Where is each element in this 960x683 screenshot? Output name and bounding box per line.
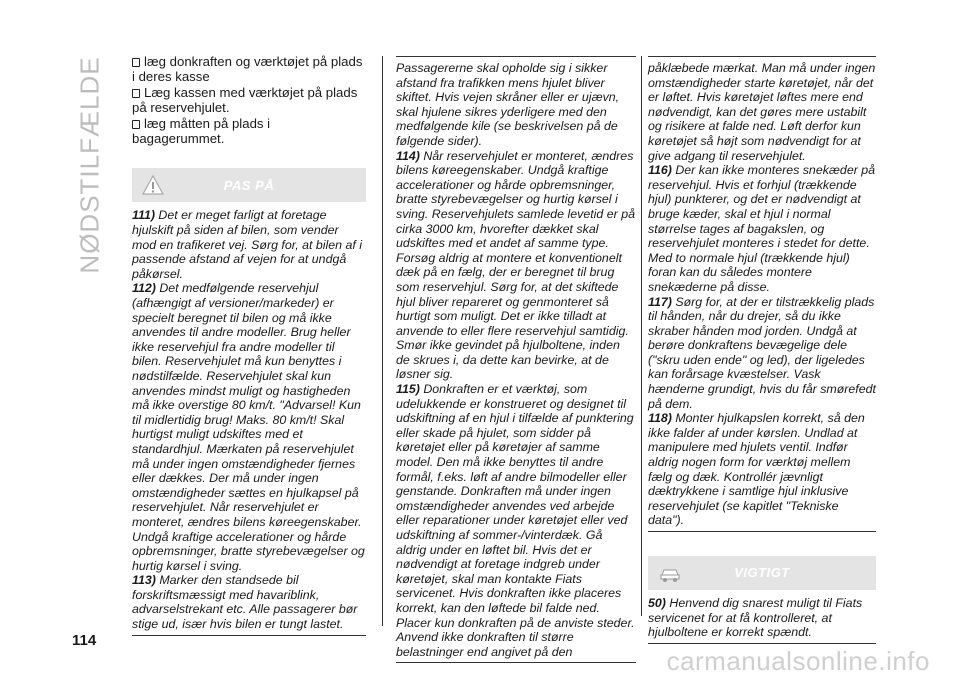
important-item: 50) Henvend dig snarest muligt til Fiats servicenet for at få kontrolleret, at hjulboltene er korrekt spændt. — [648, 596, 863, 640]
list-item: læg donkraften og værktøjet på plads i deres kasse — [132, 54, 363, 85]
watermark-text: carmanualsonline.info — [666, 646, 930, 676]
paragraph: Passagererne skal opholde sig i sikker afstand fra trafikken mens hjulet bliver skiftet. Hvis vejen skråner eller er ujævn, skal hjulene sikres yderligere med den medfølgende kile (se beskrivelsen på de følgende sider). — [396, 61, 620, 148]
important-body — [648, 590, 876, 644]
warning-item: 116) Der kan ikke monteres snekæder på reservehjul. Hvis et forhjul (trækkende hjul) punkterer, og det er nødvendigt at bruge kæder, skal et hjul i normal størrelse tages af bagakslen, og reservehjulet monteres i stedet for dette. Med to normale hjul (trækkende hjul) foran kan du således montere snekæderne på disse. — [648, 163, 876, 294]
important-title: VIGTIGT — [734, 565, 790, 580]
list-item: Læg kassen med værktøjet på plads på reservehjulet. — [132, 84, 358, 116]
warning-item: 111) Det er meget farligt at foretage hjulskift på siden af bilen, som vender mod en trafikeret vej. Sørg for, at bilen af i passende afstand af vejen for at undgå påkørsel. — [132, 208, 363, 281]
column-3 — [648, 56, 876, 644]
warning-item: 114) Når reservehjulet er monteret, ændres bilens køreegenskaber. Undgå kraftige accelerationer og hårde opbremsninger, bratte styrebevægelser og hurtig kørsel i sving. Reservehjulets samlede levetid er på cirka 3000 km, hvorefter dækket skal udskiftes med et andet af samme type. Forsøg aldrig at montere et konventionelt dæk på en fælg, der er beregnet til brug som reservehjul. Sørg for, at det skiftede hjul bliver repareret og genmonteret så hurtigt som muligt. Det er ikke tilladt at anvende to eller flere reservehjul samtidig. Smør ikke gevindet på hjulboltene, inden de skrues i, da dette kan bevirke, at de løsner sig. — [396, 148, 635, 382]
warning-item: 112) Det medfølgende reservehjul (afhængigt af versioner/markeder) er specielt beregnet til bilen og må ikke anvendes til andre modeller. Brug heller ikke reservehjul fra andre modeller til bilen. Reservehjulet må kun benyttes i nødstilfælde. Reservehjulet skal kun anvendes mindst muligt og hastigheden må ikke overstige 80 km/t. "Advarsel! Kun til midlertidig brug! Maks. 80 km/t! Skal hurtigst muligt udskiftes med et standardhjul. Mærkaten på reservehjulet må under ingen omstændigheder fjernes eller dækkes. Der må under ingen omstændigheder sættes en hjulkapsel på reservehjulet. Når reservehjulet er monteret, ændres bilens køreegenskaber. Undgå kraftige accelerationer og hårde opbremsninger, bratte styrebevægelser og hurtig kørsel i sving. — [132, 281, 365, 573]
column-1 — [132, 54, 366, 636]
warning-item: 115) Donkraften er et værktøj, som udelukkende er konstrueret og designet til udskiftning af en hjul i tilfælde af punktering eller skade på hjulet, som sidder på køretøjet eller på køretøjer af samme model. Den må ikke benyttes til andre formål, f.eks. løft af andre bilmodeller eller genstande. Donkraften må under ingen omstændigheder anvendes ved arbejde eller reparationer under køretøjet eller ved udskiftning af sommer-/vinterdæk. Gå aldrig under en løftet bil. Hvis det er nødvendigt at foretage indgreb under køretøjet, skal man kontakte Fiats servicenet. Hvis donkraften ikke placeres korrekt, kan den løftede bil falde ned. Placer kun donkraften på de anviste steder. Anvend ikke donkraften til større belastninger end angivet på den — [396, 382, 635, 659]
checkbox-bullet-icon — [132, 89, 140, 98]
warning-item: 113) Marker den standsede bil forskriftsmæssigt med havariblink, advarselstrekant etc. Alle passagerer bør stige ud, især hvis bilen er tungt lastet. — [132, 573, 358, 632]
column-divider — [641, 56, 642, 616]
important-header — [648, 556, 876, 590]
column-2 — [396, 56, 636, 663]
warning-title: PAS PÅ — [223, 178, 275, 194]
checkbox-bullet-icon — [132, 58, 140, 67]
column-divider — [382, 56, 383, 626]
list-item: læg måtten på plads i bagagerummet. — [132, 115, 271, 147]
chapter-side-title: NØDSTILFÆLDE — [74, 56, 105, 274]
warning-header — [132, 168, 366, 202]
warning-item: 118) Monter hjulkapslen korrekt, så den ikke falder af under kørslen. Undlad at manipulere med hjulets ventil. Indfør aldrig nogen form for værktøj mellem fælg og dæk. Kontrollér jævnligt dæktrykkene i samtlige hjul inklusive reservehjulet (se kapitlet "Tekniske data"). — [648, 411, 865, 528]
page-number: 114 — [72, 632, 97, 649]
warning-item: 117) Sørg for, at der er tilstrækkelig plads til hånden, når du drejer, så du ikke skraber hånden mod jorden. Undgå at berøre donkraftens bevægelige dele ("skru uden ende" og led), der ligeledes kan forårsage kvæstelser. Vask hænderne grundigt, hvis du får smørefedt på dem. — [648, 294, 876, 411]
paragraph: påklæbede mærkat. Man må under ingen omstændigheder starte køretøjet, når det er løftet. Hvis køretøjet løftes mere end nødvendigt, kan det gøres mere ustabilt og risikere at falde ned. Løft derfor kun køretøjet så højt som nødvendigt for at give adgang til reservehjulet. — [648, 61, 876, 163]
warning-body — [132, 202, 366, 635]
checkbox-bullet-icon — [132, 120, 140, 129]
